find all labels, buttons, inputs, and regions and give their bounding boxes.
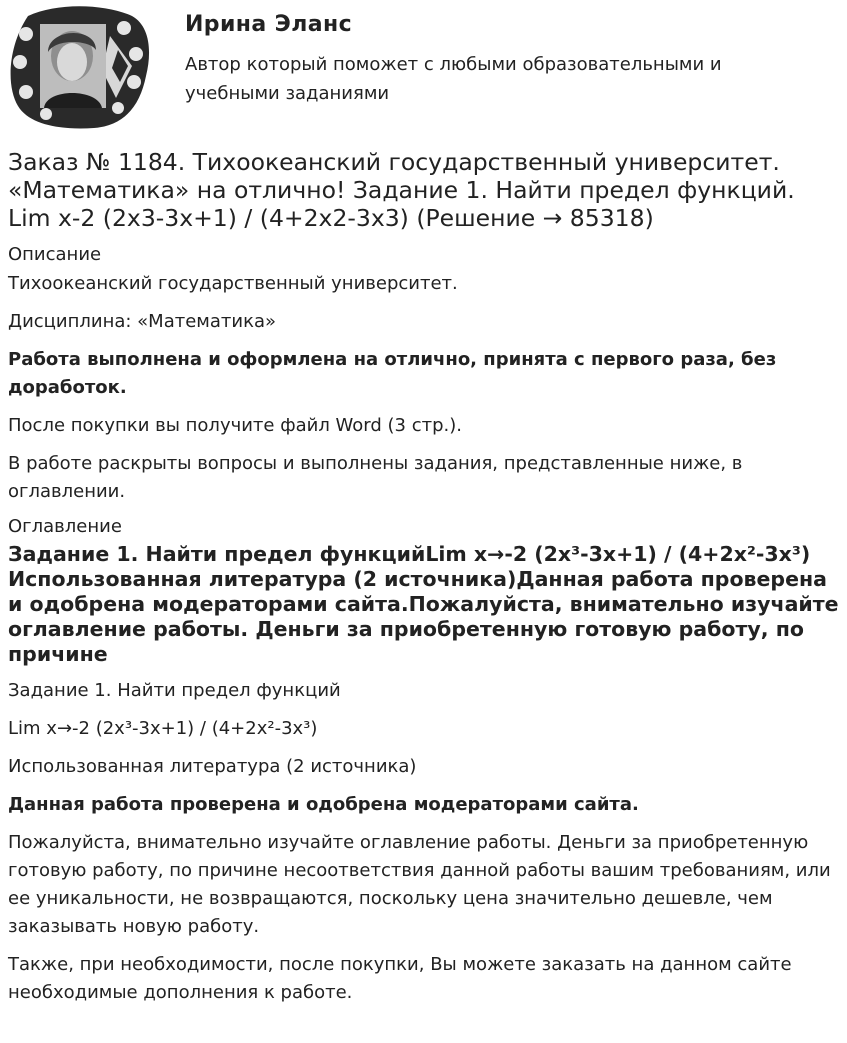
toc-label: Оглавление (8, 516, 122, 537)
author-block (0, 0, 847, 140)
toc-additions: Также, при необходимости, после покупки, Вы можете заказать на данном сайте необходимые дополнения к работе. (8, 954, 792, 1003)
toc-task: Задание 1. Найти предел функций (8, 680, 341, 701)
description-scope: В работе раскрыты вопросы и выполнены задания, представленные ниже, в оглавлении. (8, 453, 743, 502)
author-avatar[interactable] (6, 6, 152, 130)
order-content (8, 148, 840, 1017)
author-description: Автор который поможет с любыми образовательными и учебными заданиями (185, 54, 722, 104)
order-title: Заказ № 1184. Тихоокеанский государственный университет. «Математика» на отлично! Задание 1. Найти предел функций. Lim x-2 (2x3-3x+1) / (4+2x2-3x3) (Решение → 85318) (8, 148, 795, 232)
description-file: После покупки вы получите файл Word (3 стр.). (8, 415, 463, 436)
author-photo (40, 24, 106, 108)
toc-approved: Данная работа проверена и одобрена модераторами сайта. (8, 794, 639, 815)
description-quality: Работа выполнена и оформлена на отлично, принята с первого раза, без доработок. (8, 349, 777, 398)
toc-notice: Пожалуйста, внимательно изучайте оглавление работы. Деньги за приобретенную готовую работу, по причине несоответствия данной работы вашим требованиям, или ее уникальности, не возвращаются, поскольку цена значительно дешевле, чем заказывать новую работу. (8, 832, 831, 937)
toc-literature: Использованная литература (2 источника) (8, 756, 417, 777)
description-label: Описание (8, 244, 102, 265)
description-university: Тихоокеанский государственный университет. (8, 273, 458, 294)
toc-heading: Задание 1. Найти предел функцийLim x→-2 (2x³-3x+1) / (4+2x²-3x³) Использованная литература (2 источника)Данная работа проверена и одобрена модераторами сайта.Пожалуйста, внимательно изучайте оглавление работы. Деньги за приобретенную готовую работу, по причине (8, 542, 839, 666)
author-name[interactable]: Ирина Эланс (185, 12, 353, 37)
toc-formula: Lim x→-2 (2x³-3x+1) / (4+2x²-3x³) (8, 718, 318, 739)
description-discipline: Дисциплина: «Математика» (8, 311, 277, 332)
